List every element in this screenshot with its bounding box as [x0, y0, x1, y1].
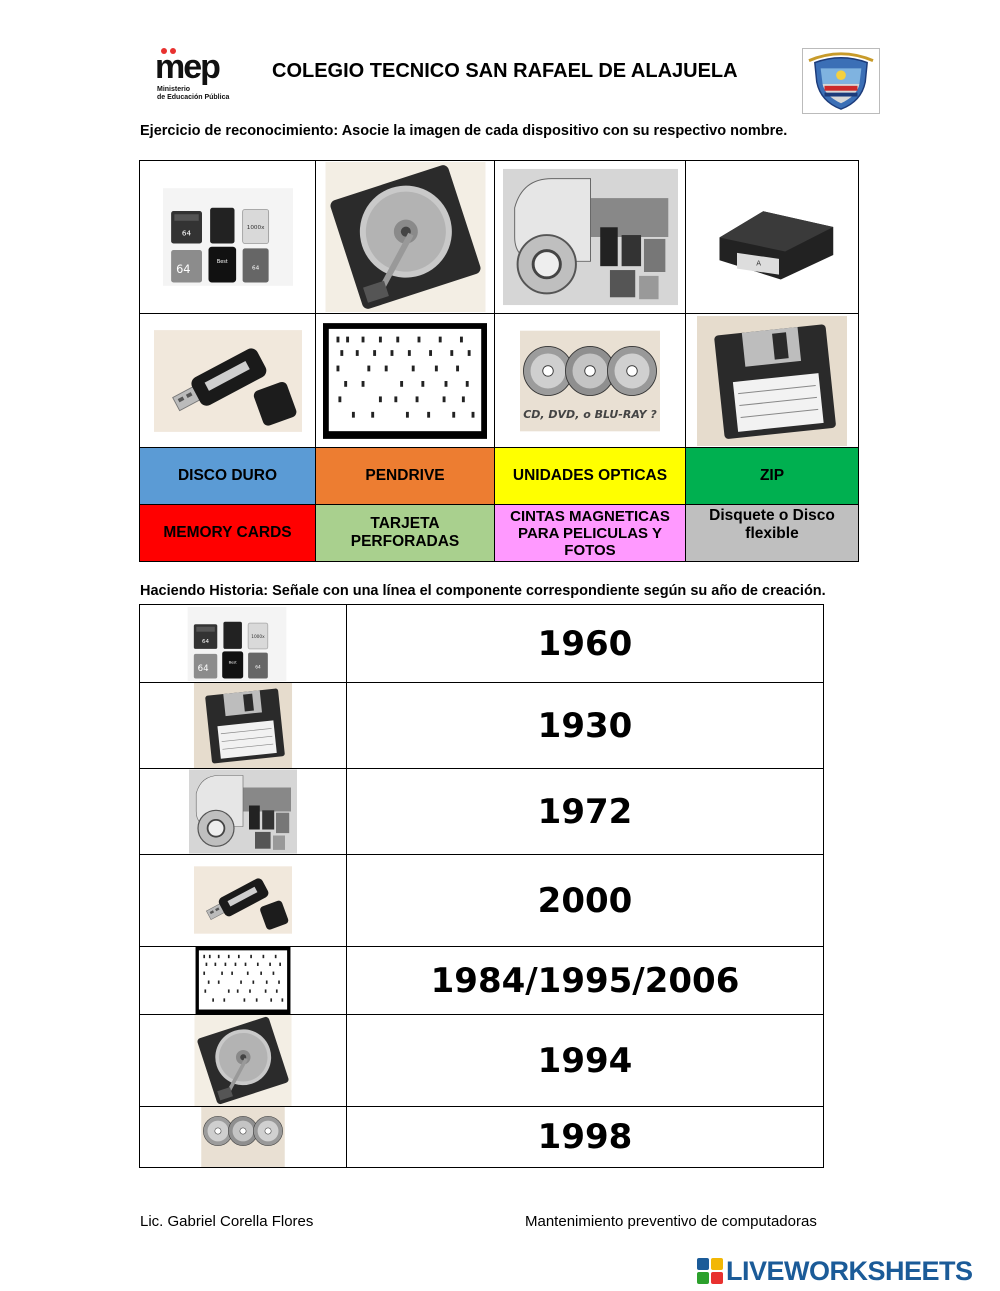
punch-card-icon — [192, 947, 294, 1014]
exercise1-instruction: Ejercicio de reconocimiento: Asocie la imagen de cada dispositivo con su respectivo nombre. — [140, 123, 788, 139]
history-image-cell[interactable] — [140, 605, 347, 682]
history-year[interactable]: 1960 — [537, 623, 633, 664]
history-year[interactable]: 1984/1995/2006 — [430, 960, 740, 1001]
image-cell-magnetic-tapes — [495, 161, 686, 314]
footer-author: Lic. Gabriel Corella Flores — [140, 1213, 314, 1230]
history-year[interactable]: 2000 — [537, 880, 633, 921]
image-cell-floppy-disk — [686, 314, 858, 448]
exercise2-instruction: Haciendo Historia: Señale con una línea el componente correspondiente según su año de creación. — [140, 583, 826, 599]
magnetic-tapes-icon — [503, 168, 678, 306]
recognition-table — [139, 160, 859, 562]
label-memory-cards[interactable]: MEMORY CARDS — [140, 505, 316, 561]
history-image-cell[interactable] — [140, 1107, 347, 1167]
memory-cards-icon — [163, 187, 293, 287]
history-row — [140, 947, 823, 1015]
history-image-cell[interactable] — [140, 769, 347, 854]
mep-logo — [155, 50, 245, 102]
label-zip[interactable]: ZIP — [686, 448, 858, 505]
label-cintas-magneticas[interactable]: CINTAS MAGNETICAS PARA PELICULAS Y FOTOS — [495, 505, 686, 561]
footer-course: Mantenimiento preventivo de computadoras — [525, 1213, 817, 1230]
mep-logo-subtitle: Ministerio de Educación Pública — [157, 86, 230, 101]
label-unidades-opticas[interactable]: UNIDADES OPTICAS — [495, 448, 686, 505]
image-cell-optical-discs — [495, 314, 686, 448]
history-year[interactable]: 1930 — [537, 705, 633, 746]
hard-drive-icon — [194, 1015, 292, 1106]
pendrive-icon — [154, 330, 302, 432]
liveworksheets-logo — [697, 1256, 973, 1286]
history-row — [140, 1107, 823, 1167]
image-cell-hard-drive — [316, 161, 495, 314]
liveworksheets-logo-icon — [697, 1258, 723, 1284]
history-image-cell[interactable] — [140, 947, 347, 1014]
floppy-disk-icon — [189, 683, 297, 768]
label-pendrive[interactable]: PENDRIVE — [316, 448, 495, 505]
history-image-cell[interactable] — [140, 855, 347, 946]
label-tarjeta-perforadas[interactable]: TARJETA PERFORADAS — [316, 505, 495, 561]
image-cell-zip-drive — [686, 161, 858, 314]
history-image-cell[interactable] — [140, 1015, 347, 1106]
school-title: COLEGIO TECNICO SAN RAFAEL DE ALAJUELA — [272, 60, 738, 82]
history-row — [140, 1015, 823, 1107]
history-table — [139, 604, 824, 1168]
mep-logo-word: mep — [155, 48, 219, 86]
label-disco-duro[interactable]: DISCO DURO — [140, 448, 316, 505]
punch-card-icon — [323, 322, 487, 440]
history-year[interactable]: 1998 — [537, 1117, 633, 1157]
history-year[interactable]: 1994 — [537, 1040, 633, 1081]
memory-cards-icon — [187, 607, 287, 681]
liveworksheets-wordmark: LIVEWORKSHEETS — [726, 1255, 973, 1286]
history-year[interactable]: 1972 — [537, 791, 633, 832]
image-cell-memory-cards — [140, 161, 316, 314]
image-cell-pendrive — [140, 314, 316, 448]
history-row — [140, 769, 823, 855]
school-crest-icon — [802, 48, 880, 114]
history-image-cell[interactable] — [140, 683, 347, 768]
history-row — [140, 683, 823, 769]
optical-discs-icon — [194, 1107, 292, 1167]
magnetic-tapes-icon — [189, 769, 297, 854]
label-disquete[interactable]: Disquete o Disco flexible — [686, 505, 858, 561]
optical-discs-caption: CD, DVD, o BLU-RAY ? — [523, 407, 657, 421]
history-row — [140, 855, 823, 947]
zip-drive-icon — [702, 185, 842, 290]
optical-discs-icon — [520, 326, 660, 436]
hard-drive-icon — [323, 162, 488, 312]
pendrive-icon — [194, 855, 292, 945]
image-cell-punch-card — [316, 314, 495, 448]
history-row — [140, 605, 823, 683]
floppy-disk-icon — [697, 316, 847, 446]
